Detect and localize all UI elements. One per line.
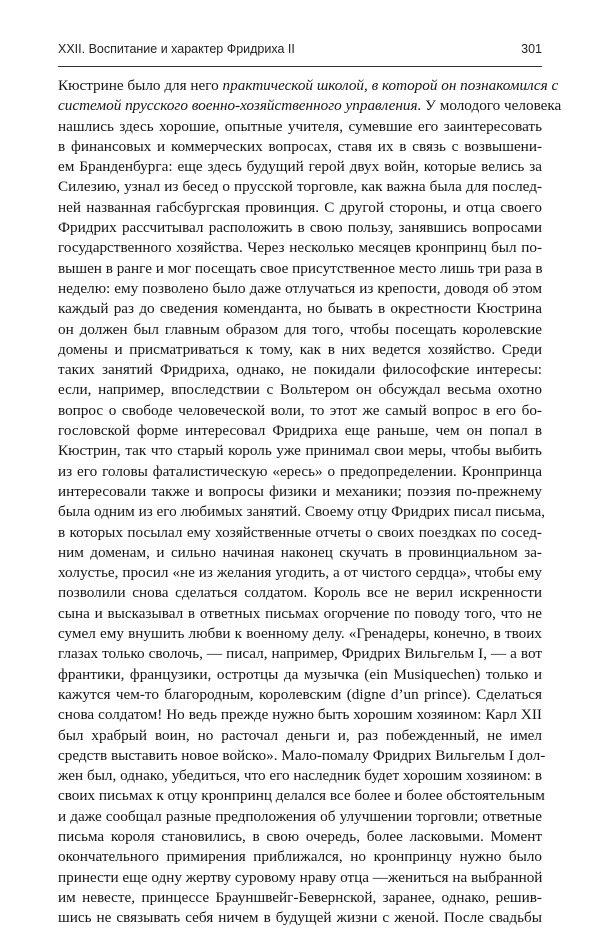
text-line: своих письмах к отцу кронпринц делался все более и более обстоятельным xyxy=(58,787,545,805)
text-line: гословской форме интересовал Фридриха еще раньше, чем он попал в xyxy=(58,422,542,440)
text-line: принести еще одну жертву суровому нраву отца —жениться на выбранной xyxy=(58,868,543,886)
text-line: кажутся чем-то благородным, королевским (digne d’un prince). Сделаться xyxy=(58,685,542,703)
text-line: снова солдатом! Но ведь прежде нужно быть хорошим хозяином: Карл XII xyxy=(58,706,542,724)
text-line xyxy=(58,96,562,116)
text-line: был храбрый воин, но расточал деньги и, раз побежденный, не имел xyxy=(58,726,542,744)
text-line xyxy=(58,76,559,96)
chapter-title: XXII. Воспитание и характер Фридриха II xyxy=(58,42,295,56)
text-line: неделю: ему позволено было даже отлучаться из крепости, доводя об этом xyxy=(58,279,542,297)
text-line: таких занятий Фридриха, однако, не покидали философские интересы: xyxy=(58,361,542,379)
text-line: сына и высказывал в ответных письмах огорчение по поводу того, что не xyxy=(58,604,542,622)
text-line: Фридрих рассчитывал расположить в свою пользу, занявшись вопросами xyxy=(58,219,542,237)
text-run: У молодого человека xyxy=(421,97,562,115)
text-line: нашлись здесь хорошие, опытные учителя, сумевшие его заинтересовать xyxy=(58,117,542,135)
text-line: он должен был главным образом для того, чтобы посещать королевские xyxy=(58,320,542,338)
text-line: холустье, просил «не из желания угодить, а от чистого сердца», чтобы ему xyxy=(58,564,542,582)
text-line: Кюстрин, так что старый король уже принимал свои меры, чтобы выбить xyxy=(58,442,542,460)
italic-emphasis: системой прусского военно-хозяйственного управления. xyxy=(58,97,422,115)
text-line: из его головы фаталистическую «ересь» о предопределении. Кронпринца xyxy=(58,462,542,480)
text-line: государственного хозяйства. Через несколько месяцев кронпринц был по- xyxy=(58,239,542,257)
page-number: 301 xyxy=(521,42,542,56)
text-line: средств выставить новое войско». Мало-помалу Фридрих Вильгельм I дол- xyxy=(58,746,546,764)
text-line: жен был, однако, убедиться, что его наследник будет хорошим хозяином: в xyxy=(58,767,542,785)
text-line: глазах только сволочь, — писал, например, Фридрих Вильгельм I, — а вот xyxy=(58,645,542,663)
text-line: позволили снова сделаться солдатом. Король все не верил искренности xyxy=(58,584,542,602)
running-header xyxy=(58,38,542,60)
text-line: ним доменам, и сильно начиная наконец скучать в провинциальном за- xyxy=(58,543,542,561)
text-line: вышен в ранге и мог посещать свое присутственное место лишь три раза в xyxy=(58,259,543,277)
page-body-text xyxy=(58,76,562,928)
text-line: и даже сообщал разные предположения об улучшении торговли; ответные xyxy=(58,807,542,825)
text-line: вопрос о свободе человеческой воли, то этот же самый вопрос в его бо- xyxy=(58,401,542,419)
text-line: ней названная габсбургская провинция. С другой стороны, и отца своего xyxy=(58,198,542,216)
text-line: интересовали также и вопросы физики и механики; поэзия по-прежнему xyxy=(58,482,542,500)
text-line: в финансовых и коммерческих вопросах, ставя их в связь с возвышени- xyxy=(58,137,542,155)
text-line: была одним из его любимых занятий. Своему отцу Фридрих писал письма, xyxy=(58,503,546,521)
text-line: сумел ему внушить любви к военному делу. «Гренадеры, конечно, в твоих xyxy=(58,625,542,643)
text-line: каждый раз до сведения коменданта, но бывать в окрестности Кюстрина xyxy=(58,300,542,318)
text-line: шись не связывать себя ничем в будущей жизни с женой. После свадьбы xyxy=(58,909,542,927)
text-line: если, например, впоследствии с Вольтером он обсуждал весьма охотно xyxy=(58,381,542,399)
text-line: окончательного примирения приближался, но кронпринцу нужно было xyxy=(58,848,542,866)
text-line: письма короля становились, в свою очередь, более ласковыми. Момент xyxy=(58,827,542,845)
text-line: домены и присматриваться к тому, как в них ведется хозяйство. Среди xyxy=(58,340,542,358)
text-line: им невесте, принцессе Брауншвейг-Бевернской, заранее, однако, решив- xyxy=(58,888,542,906)
text-line: в которых посылал ему хозяйственные отчеты о своих поездках по сосед- xyxy=(58,523,542,541)
header-rule xyxy=(58,66,542,67)
italic-emphasis: практической школой, в которой он познакомился с xyxy=(222,77,559,94)
text-line: франтики, французики, остротцы да музычка (ein Musiquechen) только и xyxy=(58,665,542,683)
text-run: Кюстрине было для него xyxy=(58,77,223,94)
text-line: Силезию, узнал из бесед о прусской торговле, как важна была для послед- xyxy=(58,178,542,196)
text-line: ем Бранденбурга: еще здесь будущий герой двух войн, которые велись за xyxy=(58,158,542,176)
